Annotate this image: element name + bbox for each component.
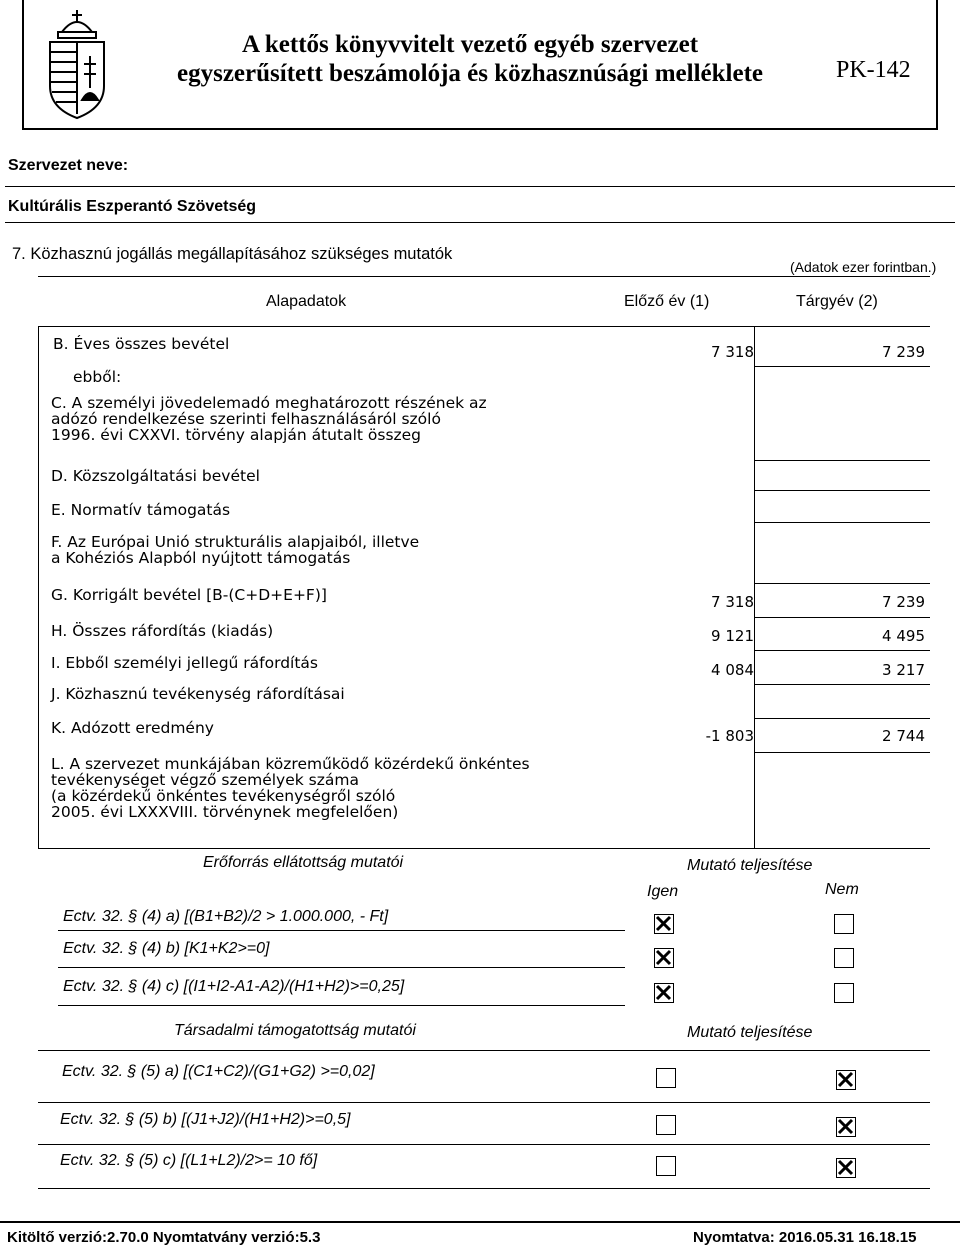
table-bottom-line — [38, 848, 930, 849]
row-j-label: J. Közhasznú tevékenység ráfordításai — [51, 685, 345, 703]
resource-indicators-title: Erőforrás ellátottság mutatói — [203, 854, 404, 871]
row-k-current: 2 744 — [882, 727, 925, 745]
row-f-label — [51, 534, 419, 566]
row-d-label: D. Közszolgáltatási bevétel — [51, 467, 260, 485]
footer-print-date: Nyomtatva: 2016.05.31 16.18.15 — [693, 1229, 917, 1246]
cell-line — [754, 752, 930, 753]
cell-line — [754, 366, 930, 367]
resource-c-no-checkbox[interactable] — [834, 983, 854, 1003]
row-k-label: K. Adózott eredmény — [51, 719, 214, 737]
row-h-prev: 9 121 — [711, 627, 754, 645]
column-prev: Előző év (1) — [624, 293, 710, 310]
row-c-line: 1996. évi CXXVI. törvény alapján átutalt összeg — [51, 426, 422, 444]
divider — [38, 1050, 930, 1051]
divider — [38, 1188, 930, 1189]
form-code: PK-142 — [836, 57, 911, 83]
social-c-yes-checkbox[interactable] — [656, 1156, 676, 1176]
divider — [5, 186, 955, 187]
resource-indicator-a: Ectv. 32. § (4) a) [(B1+B2)/2 > 1.000.000, - Ft] — [63, 908, 389, 925]
row-e-label: E. Normatív támogatás — [51, 501, 231, 519]
cell-line — [754, 583, 930, 584]
divider — [58, 930, 625, 931]
resource-indicator-b: Ectv. 32. § (4) b) [K1+K2>=0] — [63, 940, 270, 957]
table-left-border — [38, 326, 39, 848]
social-a-yes-checkbox[interactable] — [656, 1068, 676, 1088]
row-c-line: C. A személyi jövedelemadó meghatározott részének az — [51, 394, 487, 412]
yes-column-label: Igen — [647, 883, 679, 900]
divider — [38, 1144, 930, 1145]
row-b-prev: 7 318 — [711, 343, 754, 361]
form-title — [150, 30, 790, 88]
no-column-label: Nem — [825, 881, 859, 898]
form-title-line2: egyszerűsített beszámolója és közhasznúsági melléklete — [177, 60, 763, 87]
resource-b-no-checkbox[interactable] — [834, 948, 854, 968]
row-g-current: 7 239 — [882, 593, 925, 611]
column-base: Alapadatok — [266, 293, 347, 310]
coat-of-arms-icon — [42, 8, 112, 120]
social-indicator-a: Ectv. 32. § (5) a) [(C1+C2)/(G1+G2) >=0,02] — [62, 1063, 375, 1080]
social-fulfilment-title: Mutató teljesítése — [687, 1024, 813, 1041]
cell-line — [754, 460, 930, 461]
form-title-line1: A kettős könyvvitelt vezető egyéb szervezet — [241, 31, 699, 58]
social-c-no-checkbox[interactable] — [836, 1158, 856, 1178]
divider — [38, 1102, 930, 1103]
organization-label: Szervezet neve: — [8, 157, 129, 174]
footer-version: Kitöltő verzió:2.70.0 Nyomtatvány verzió:5.3 — [7, 1229, 321, 1246]
row-l-line: tevékenységet végző személyek száma — [51, 771, 359, 789]
cell-line — [754, 490, 930, 491]
social-indicators-title: Társadalmi támogatottság mutatói — [174, 1022, 416, 1039]
social-a-no-checkbox[interactable] — [836, 1070, 856, 1090]
table-column-divider — [754, 326, 755, 848]
column-current: Tárgyév (2) — [796, 293, 878, 310]
social-indicator-c: Ectv. 32. § (5) c) [(L1+L2)/2>= 10 fő] — [60, 1152, 318, 1169]
resource-a-yes-checkbox[interactable] — [654, 914, 674, 934]
table-header-line — [38, 326, 930, 327]
row-b-label: B. Éves összes bevétel — [53, 335, 230, 353]
row-l-line: L. A szervezet munkájában közreműködő közérdekű önkéntes — [51, 755, 530, 773]
cell-line — [754, 684, 930, 685]
row-l-line: 2005. évi LXXXVIII. törvénynek megfelelően) — [51, 803, 399, 821]
row-h-current: 4 495 — [882, 627, 925, 645]
cell-line — [754, 650, 930, 651]
row-h-label: H. Összes ráfordítás (kiadás) — [51, 622, 274, 640]
row-c-line: adózó rendelkezése szerinti felhasználásáról szóló — [51, 410, 441, 428]
row-i-label: I. Ebből személyi jellegű ráfordítás — [51, 654, 318, 672]
fulfilment-title: Mutató teljesítése — [687, 857, 813, 874]
row-g-prev: 7 318 — [711, 593, 754, 611]
row-f-line: F. Az Európai Unió strukturális alapjaiból, illetve — [51, 533, 420, 551]
resource-c-yes-checkbox[interactable] — [654, 983, 674, 1003]
divider — [5, 222, 955, 223]
footer-divider — [0, 1221, 960, 1223]
resource-a-no-checkbox[interactable] — [834, 914, 854, 934]
row-k-prev: -1 803 — [705, 727, 754, 745]
row-b-current: 7 239 — [882, 343, 925, 361]
unit-note: (Adatok ezer forintban.) — [790, 259, 937, 275]
social-b-yes-checkbox[interactable] — [656, 1115, 676, 1135]
cell-line — [754, 522, 930, 523]
resource-indicator-c: Ectv. 32. § (4) c) [(I1+I2-A1-A2)/(H1+H2)>=0,25] — [63, 978, 405, 995]
table-top-line — [38, 276, 930, 277]
organization-name: Kultúrális Eszperantó Szövetség — [8, 198, 257, 215]
cell-line — [754, 718, 930, 719]
social-b-no-checkbox[interactable] — [836, 1117, 856, 1137]
row-l-line: (a közérdekű önkéntes tevékenységről szóló — [51, 787, 396, 805]
divider — [58, 1005, 625, 1006]
row-c-label — [51, 395, 487, 443]
row-l-label — [51, 756, 530, 820]
row-g-label: G. Korrigált bevétel [B-(C+D+E+F)] — [51, 586, 327, 604]
resource-b-yes-checkbox[interactable] — [654, 948, 674, 968]
row-i-prev: 4 084 — [711, 661, 754, 679]
row-f-line: a Kohéziós Alapból nyújtott támogatás — [51, 549, 351, 567]
section-title: 7. Közhasznú jogállás megállapításához szükséges mutatók — [12, 245, 453, 263]
row-ebbol-label: ebből: — [73, 368, 122, 386]
social-indicator-b: Ectv. 32. § (5) b) [(J1+J2)/(H1+H2)>=0,5] — [60, 1111, 351, 1128]
row-i-current: 3 217 — [882, 661, 925, 679]
divider — [58, 967, 625, 968]
cell-line — [754, 617, 930, 618]
